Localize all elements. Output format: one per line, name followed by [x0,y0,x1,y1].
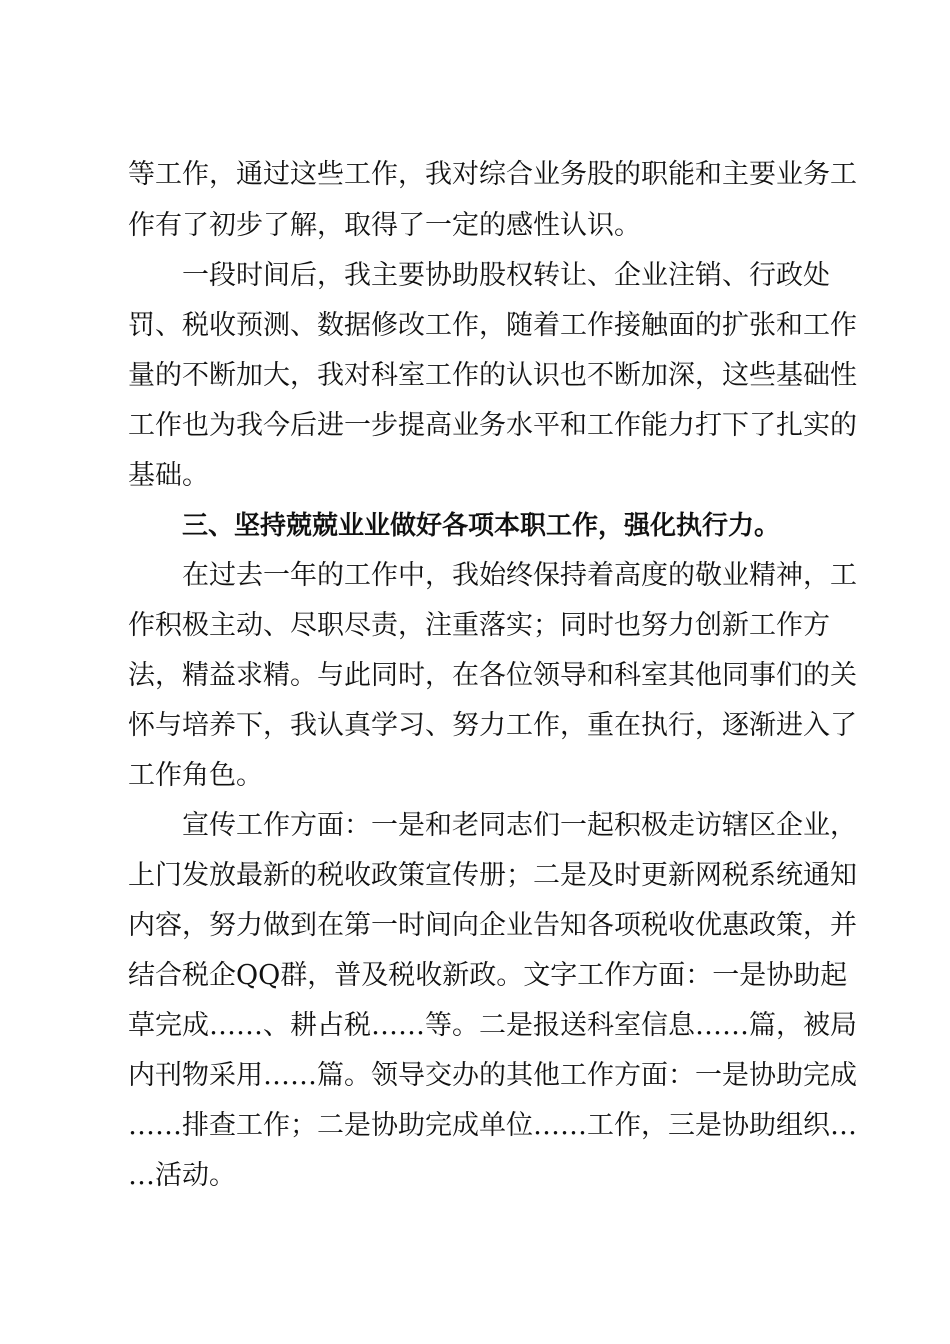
paragraph-line: 一段时间后，我主要协助股权转让、企业注销、行政处 [182,260,830,291]
paragraph-line: 在过去一年的工作中，我始终保持着高度的敬业精神，工 [182,560,857,591]
paragraph-line: 宣传工作方面：一是和老同志们一起积极走访辖区企业， [182,810,857,841]
section-heading: 三、坚持兢兢业业做好各项本职工作，强化执行力。 [182,511,781,541]
paragraph-line: 结合税企QQ群，普及税收新政。文字工作方面：一是协助起 [128,960,848,991]
paragraph-line: …活动。 [128,1160,236,1191]
paragraph-line: 工作角色。 [128,760,263,791]
paragraph-line: 内容，努力做到在第一时间向企业告知各项税收优惠政策，并 [128,910,857,941]
paragraph-line: 作有了初步了解，取得了一定的感性认识。 [128,210,641,241]
paragraph-line: 怀与培养下，我认真学习、努力工作，重在执行，逐渐进入了 [128,710,857,741]
paragraph-line: 工作也为我今后进一步提高业务水平和工作能力打下了扎实的 [128,410,857,441]
paragraph-line: 等工作，通过这些工作，我对综合业务股的职能和主要业务工 [128,159,857,190]
paragraph-line: 上门发放最新的税收政策宣传册；二是及时更新网税系统通知 [128,860,857,891]
paragraph-line: 内刊物采用……篇。领导交办的其他工作方面：一是协助完成 [128,1060,857,1091]
paragraph-line: 草完成……、耕占税……等。二是报送科室信息……篇，被局 [128,1010,857,1041]
paragraph-line: 量的不断加大，我对科室工作的认识也不断加深，这些基础性 [128,360,857,391]
paragraph-line: ……排查工作；二是协助完成单位……工作，三是协助组织… [128,1110,857,1141]
paragraph-line: 作积极主动、尽职尽责，注重落实；同时也努力创新工作方 [128,610,830,641]
paragraph-line: 基础。 [128,460,209,491]
paragraph-line: 罚、税收预测、数据修改工作，随着工作接触面的扩张和工作 [128,310,857,341]
paragraph-line: 法，精益求精。与此同时，在各位领导和科室其他同事们的关 [128,660,857,691]
